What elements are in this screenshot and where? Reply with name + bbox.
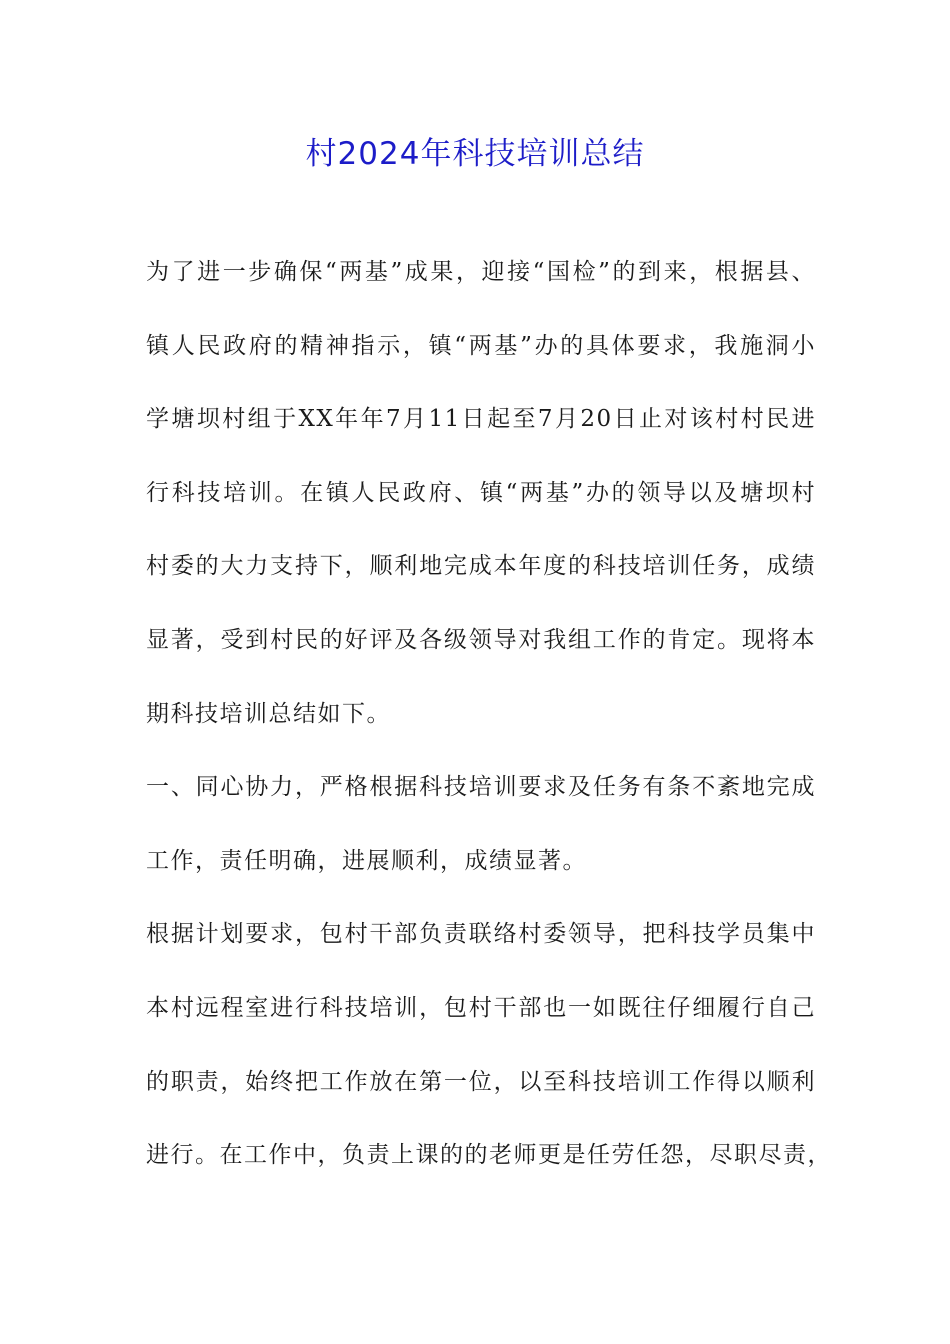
text-line: 为了进一步确保“两基”成果，迎接“国检”的到来，根据县、 <box>146 259 816 285</box>
text-line: 的职责，始终把工作放在第一位，以至科技培训工作得以顺利 <box>146 1068 816 1095</box>
document-body <box>146 236 832 1193</box>
text-line: 学塘坝村组于XX年年7月11日起至7月20日止对该村村民进 <box>146 406 816 433</box>
text-line: 显著，受到村民的好评及各级领导对我组工作的肯定。现将本 <box>146 626 816 653</box>
document-title: 村2024年科技培训总结 <box>305 136 645 172</box>
text-line: 进行。在工作中，负责上课的的老师更是任劳任怨，尽职尽责， <box>146 1142 832 1169</box>
text-line: 行科技培训。在镇人民政府、镇“两基”办的领导以及塘坝村 <box>146 479 816 506</box>
text-line: 一、同心协力，严格根据科技培训要求及任务有条不紊地完成 <box>146 774 816 801</box>
text-line: 本村远程室进行科技培训，包村干部也一如既往仔细履行自己 <box>146 994 816 1021</box>
text-line: 工作，责任明确，进展顺利，成绩显著。 <box>146 847 587 874</box>
text-line: 期科技培训总结如下。 <box>146 700 391 727</box>
text-line: 村委的大力支持下，顺利地完成本年度的科技培训任务，成绩 <box>146 553 816 580</box>
text-line: 根据计划要求，包村干部负责联络村委领导，把科技学员集中 <box>146 921 816 948</box>
text-line: 镇人民政府的精神指示，镇“两基”办的具体要求，我施洞小 <box>146 332 816 359</box>
